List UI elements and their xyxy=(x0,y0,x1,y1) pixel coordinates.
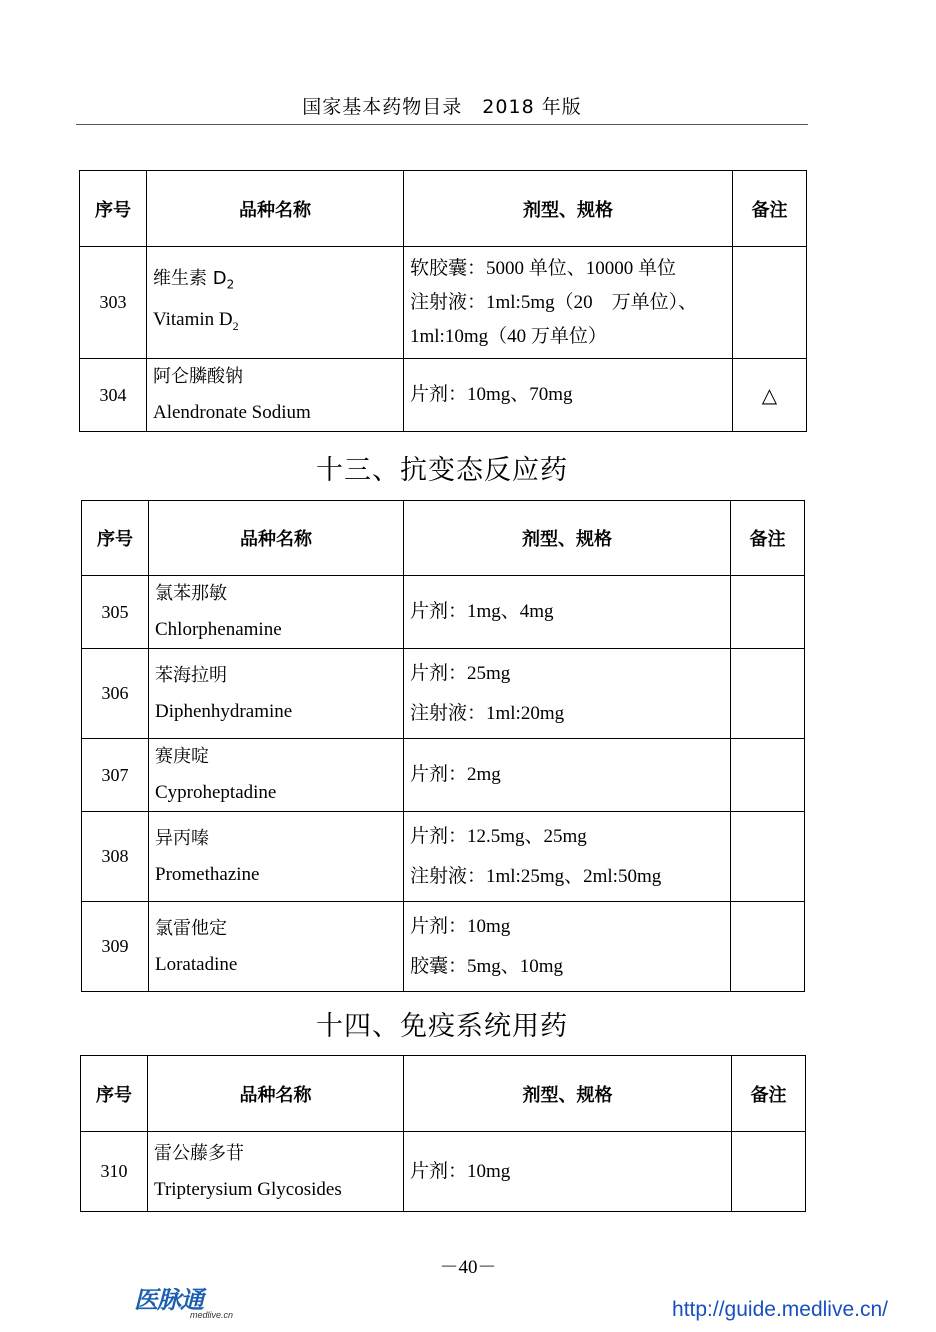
drug-name-cn: 阿仑膦酸钠 xyxy=(153,366,243,387)
spec-line: 片剂：2mg xyxy=(410,764,501,785)
drug-table-immune xyxy=(80,1055,806,1212)
col-header-name: 品种名称 xyxy=(147,171,404,247)
page-number: －40－ xyxy=(439,1257,497,1278)
col-header-spec: 剂型、规格 xyxy=(404,501,731,576)
col-header-no: 序号 xyxy=(81,1056,148,1132)
col-header-note: 备注 xyxy=(731,501,805,576)
col-header-no: 序号 xyxy=(80,171,147,247)
drug-name-en: Promethazine xyxy=(155,863,260,885)
drug-name-cn: 雷公藤多苷 xyxy=(154,1142,244,1164)
drug-table-antiallergy xyxy=(81,500,805,992)
drug-name-en: Diphenhydramine xyxy=(155,700,293,722)
spec-cell xyxy=(404,902,731,992)
note-cell xyxy=(732,1132,806,1212)
row-number: 306 xyxy=(82,649,149,739)
spec-cell xyxy=(404,739,731,812)
row-number: 309 xyxy=(82,902,149,992)
note-cell xyxy=(731,902,805,992)
drug-name-en: Cyproheptadine xyxy=(155,782,277,803)
drug-name-cn: 氯苯那敏 xyxy=(155,583,227,604)
spec-line: 注射液：1ml:5mg（20 万单位）、 xyxy=(410,291,698,313)
drug-name-cell xyxy=(149,812,404,902)
spec-line: 片剂：1mg、4mg xyxy=(410,601,554,622)
row-number: 303 xyxy=(80,247,147,359)
row-number: 308 xyxy=(82,812,149,902)
spec-line: 胶囊：5mg、10mg xyxy=(410,955,564,977)
spec-line: 注射液：1ml:20mg xyxy=(410,702,565,724)
drug-name-en: Tripterysium Glycosides xyxy=(154,1178,342,1200)
row-number: 305 xyxy=(82,576,149,649)
table-row xyxy=(80,359,807,432)
row-number: 307 xyxy=(82,739,149,812)
section-title-immune: 十四、免疫系统用药 xyxy=(316,1011,568,1042)
drug-name-cell xyxy=(147,359,404,432)
drug-name-cell xyxy=(149,649,404,739)
row-number: 310 xyxy=(81,1132,148,1212)
col-header-note: 备注 xyxy=(733,171,807,247)
drug-name-en: Vitamin $D_2$ xyxy=(153,309,239,334)
drug-name-cell xyxy=(147,247,404,359)
drug-name-cell xyxy=(149,576,404,649)
note-cell xyxy=(731,576,805,649)
table-row xyxy=(81,1132,806,1212)
spec-cell xyxy=(404,359,733,432)
spec-line: 注射液：1ml:25mg、2ml:50mg xyxy=(410,865,662,887)
drug-name-en: Alendronate Sodium xyxy=(153,402,311,423)
table-row xyxy=(80,247,807,359)
logo-subtext: medlive.cn xyxy=(190,1310,234,1320)
drug-name-cn: 异丙嗪 xyxy=(155,827,209,849)
col-header-name: 品种名称 xyxy=(148,1056,404,1132)
table-row xyxy=(82,576,805,649)
drug-name-cn: 赛庚啶 xyxy=(155,746,209,767)
col-header-spec: 剂型、规格 xyxy=(404,1056,732,1132)
drug-name-cn: 苯海拉明 xyxy=(155,664,227,686)
medlive-logo xyxy=(134,1280,234,1322)
logo-text: 医脉通 xyxy=(134,1287,203,1314)
col-header-name: 品种名称 xyxy=(149,501,404,576)
table-row xyxy=(82,902,805,992)
spec-line: 片剂：10mg xyxy=(410,1160,511,1182)
drug-table-vitamins xyxy=(79,170,807,432)
source-url-link[interactable]: http://guide.medlive.cn/ xyxy=(672,1298,888,1321)
spec-line: 片剂：10mg xyxy=(410,915,511,937)
note-cell xyxy=(731,812,805,902)
spec-cell xyxy=(404,576,731,649)
drug-name-cell xyxy=(149,902,404,992)
spec-line: 1ml:10mg（40 万单位） xyxy=(410,325,607,347)
spec-cell xyxy=(404,1132,732,1212)
row-number: 304 xyxy=(80,359,147,432)
drug-name-en: Chlorphenamine xyxy=(155,619,282,640)
drug-name-cn: 维生素 $D_2$ xyxy=(153,267,235,292)
table-row xyxy=(82,739,805,812)
col-header-note: 备注 xyxy=(732,1056,806,1132)
drug-name-en: Loratadine xyxy=(155,953,238,975)
drug-name-cell xyxy=(148,1132,404,1212)
note-cell xyxy=(731,739,805,812)
spec-line: 片剂：25mg xyxy=(410,662,511,684)
page-header-title: 国家基本药物目录 2018 年版 xyxy=(302,96,582,118)
note-cell xyxy=(733,247,807,359)
spec-cell xyxy=(404,247,733,359)
header-divider xyxy=(76,124,808,125)
spec-line: 软胶囊：5000 单位、10000 单位 xyxy=(410,257,677,279)
section-title-antiallergy: 十三、抗变态反应药 xyxy=(316,455,568,486)
table-row xyxy=(82,812,805,902)
table-header-row xyxy=(81,1056,806,1132)
col-header-no: 序号 xyxy=(82,501,149,576)
note-cell xyxy=(731,649,805,739)
spec-cell xyxy=(404,812,731,902)
spec-line: 片剂：10mg、70mg xyxy=(410,384,573,405)
table-row xyxy=(82,649,805,739)
spec-cell xyxy=(404,649,731,739)
drug-name-cell xyxy=(149,739,404,812)
drug-name-cn: 氯雷他定 xyxy=(155,917,227,939)
col-header-spec: 剂型、规格 xyxy=(404,171,733,247)
table-header-row xyxy=(80,171,807,247)
note-cell: △ xyxy=(733,359,807,432)
table-header-row xyxy=(82,501,805,576)
spec-line: 片剂：12.5mg、25mg xyxy=(410,825,587,847)
